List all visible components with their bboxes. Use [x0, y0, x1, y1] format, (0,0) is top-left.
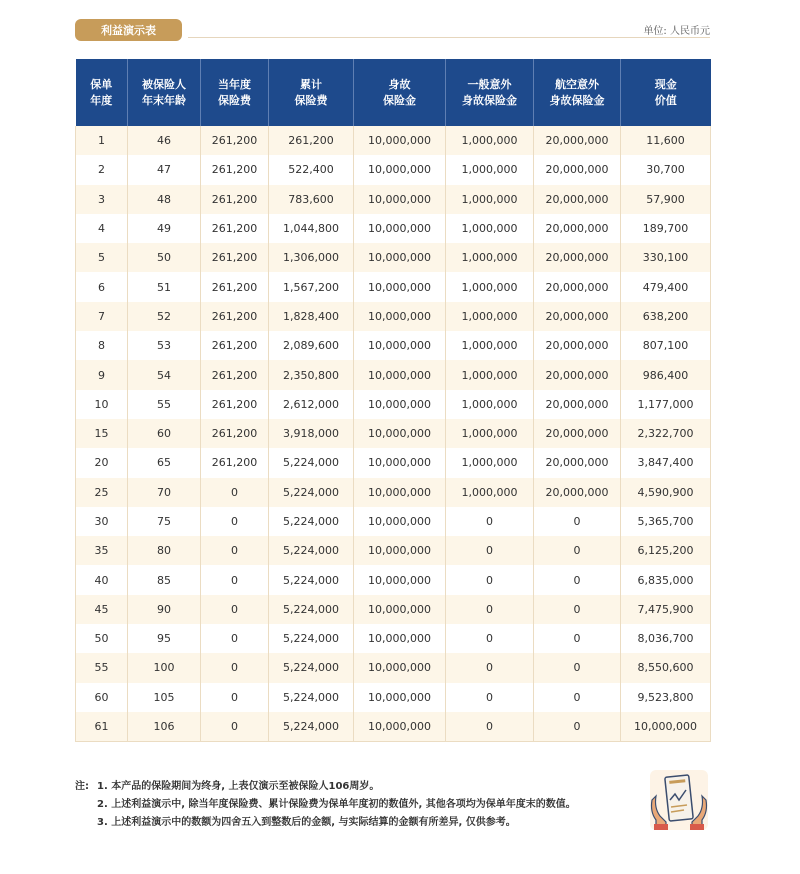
table-cell: 261,200 [201, 243, 269, 272]
table-cell: 1,567,200 [269, 272, 354, 301]
table-cell: 30,700 [621, 155, 711, 184]
table-cell: 0 [201, 595, 269, 624]
benefit-table [75, 59, 711, 742]
table-cell: 1,000,000 [446, 272, 534, 301]
table-cell: 0 [201, 565, 269, 594]
table-cell: 6 [76, 272, 128, 301]
table-cell: 95 [128, 624, 201, 653]
table-row [76, 419, 711, 448]
table-row [76, 360, 711, 389]
table-cell: 51 [128, 272, 201, 301]
table-cell: 261,200 [201, 360, 269, 389]
table-cell: 1,000,000 [446, 390, 534, 419]
table-cell: 50 [76, 624, 128, 653]
table-cell: 10,000,000 [354, 653, 446, 682]
table-cell: 7 [76, 302, 128, 331]
table-cell: 0 [201, 683, 269, 712]
table-cell: 5,224,000 [269, 448, 354, 477]
table-cell: 5 [76, 243, 128, 272]
column-header-line1: 身故 [388, 77, 411, 91]
table-cell: 0 [446, 653, 534, 682]
table-cell: 1,000,000 [446, 448, 534, 477]
column-header [201, 59, 269, 126]
table-cell: 1,000,000 [446, 214, 534, 243]
table-cell: 20,000,000 [534, 478, 621, 507]
table-cell: 48 [128, 185, 201, 214]
table-cell: 5,224,000 [269, 712, 354, 742]
table-cell: 1,044,800 [269, 214, 354, 243]
table-cell: 0 [201, 624, 269, 653]
table-cell: 2,612,000 [269, 390, 354, 419]
table-cell: 0 [534, 595, 621, 624]
footnote-text: 1. 本产品的保险期间为终身, 上表仅演示至被保险人106周岁。 [97, 781, 380, 792]
table-cell: 5,224,000 [269, 595, 354, 624]
table-cell: 1,000,000 [446, 360, 534, 389]
table-cell: 65 [128, 448, 201, 477]
table-cell: 10,000,000 [354, 302, 446, 331]
table-cell: 20,000,000 [534, 360, 621, 389]
table-cell: 261,200 [201, 331, 269, 360]
table-row [76, 155, 711, 184]
table-cell: 1,000,000 [446, 478, 534, 507]
table-cell: 6,835,000 [621, 565, 711, 594]
table-cell: 57,900 [621, 185, 711, 214]
table-cell: 5,224,000 [269, 478, 354, 507]
column-header-line2: 年度 [90, 93, 113, 107]
table-cell: 20,000,000 [534, 448, 621, 477]
column-header-line2: 保险金 [383, 93, 416, 107]
column-header-line1: 保单 [90, 77, 113, 91]
table-cell: 261,200 [201, 448, 269, 477]
table-cell: 40 [76, 565, 128, 594]
table-cell: 4 [76, 214, 128, 243]
table-cell: 10,000,000 [354, 712, 446, 742]
table-cell: 0 [534, 653, 621, 682]
table-cell: 20,000,000 [534, 126, 621, 155]
table-cell: 15 [76, 419, 128, 448]
table-cell: 8,550,600 [621, 653, 711, 682]
table-cell: 60 [76, 683, 128, 712]
table-cell: 261,200 [269, 126, 354, 155]
table-cell: 3 [76, 185, 128, 214]
table-cell: 11,600 [621, 126, 711, 155]
table-cell: 20,000,000 [534, 390, 621, 419]
table-cell: 50 [128, 243, 201, 272]
column-header-line2: 价值 [654, 93, 677, 107]
table-row [76, 653, 711, 682]
table-row [76, 565, 711, 594]
table-cell: 5,224,000 [269, 507, 354, 536]
table-cell: 10,000,000 [354, 243, 446, 272]
footnote-prefix: 注: [75, 781, 89, 792]
table-row [76, 448, 711, 477]
table-cell: 10,000,000 [621, 712, 711, 742]
table-cell: 1,000,000 [446, 126, 534, 155]
table-cell: 61 [76, 712, 128, 742]
table-cell: 55 [128, 390, 201, 419]
column-header-line2: 保险费 [294, 93, 328, 107]
column-header [354, 59, 446, 126]
table-cell: 261,200 [201, 272, 269, 301]
column-header-line1: 当年度 [218, 77, 251, 91]
table-cell: 9 [76, 360, 128, 389]
column-header-line2: 保险费 [218, 93, 251, 107]
table-cell: 2 [76, 155, 128, 184]
table-row [76, 126, 711, 155]
table-cell: 20,000,000 [534, 243, 621, 272]
table-row [76, 712, 711, 742]
table-cell: 0 [534, 624, 621, 653]
table-row [76, 185, 711, 214]
table-cell: 55 [76, 653, 128, 682]
table-cell: 330,100 [621, 243, 711, 272]
table-cell: 100 [128, 653, 201, 682]
table-cell: 522,400 [269, 155, 354, 184]
table-cell: 10,000,000 [354, 331, 446, 360]
table-cell: 106 [128, 712, 201, 742]
table-row [76, 683, 711, 712]
table-cell: 54 [128, 360, 201, 389]
table-row [76, 302, 711, 331]
table-cell: 1,828,400 [269, 302, 354, 331]
table-cell: 10 [76, 390, 128, 419]
table-cell: 10,000,000 [354, 507, 446, 536]
table-cell: 20,000,000 [534, 185, 621, 214]
table-cell: 30 [76, 507, 128, 536]
column-header [534, 59, 621, 126]
column-header-line1: 被保险人 [142, 77, 186, 91]
table-cell: 1,000,000 [446, 302, 534, 331]
table-cell: 2,089,600 [269, 331, 354, 360]
table-cell: 4,590,900 [621, 478, 711, 507]
table-cell: 2,350,800 [269, 360, 354, 389]
table-cell: 261,200 [201, 185, 269, 214]
title-divider [188, 37, 710, 38]
table-cell: 0 [446, 565, 534, 594]
column-header [621, 59, 711, 126]
table-cell: 0 [446, 683, 534, 712]
table-cell: 47 [128, 155, 201, 184]
column-header-line1: 累计 [300, 77, 322, 91]
document-hands-icon [648, 770, 710, 830]
table-cell: 783,600 [269, 185, 354, 214]
table-cell: 1,000,000 [446, 331, 534, 360]
table-cell: 0 [534, 565, 621, 594]
column-header [76, 59, 128, 126]
table-cell: 20,000,000 [534, 214, 621, 243]
table-row [76, 214, 711, 243]
table-cell: 0 [534, 507, 621, 536]
table-cell: 1,000,000 [446, 243, 534, 272]
column-header-line1: 航空意外 [555, 77, 599, 91]
table-cell: 10,000,000 [354, 448, 446, 477]
table-cell: 1,000,000 [446, 185, 534, 214]
table-cell: 261,200 [201, 390, 269, 419]
table-cell: 261,200 [201, 126, 269, 155]
table-cell: 986,400 [621, 360, 711, 389]
table-cell: 3,847,400 [621, 448, 711, 477]
table-cell: 0 [534, 683, 621, 712]
table-cell: 75 [128, 507, 201, 536]
table-cell: 10,000,000 [354, 478, 446, 507]
table-cell: 0 [446, 712, 534, 742]
footnote-3 [75, 814, 635, 832]
table-row [76, 595, 711, 624]
table-cell: 2,322,700 [621, 419, 711, 448]
table-cell: 0 [201, 712, 269, 742]
table-cell: 20 [76, 448, 128, 477]
table-cell: 5,365,700 [621, 507, 711, 536]
table-cell: 10,000,000 [354, 155, 446, 184]
table-cell: 5,224,000 [269, 683, 354, 712]
table-cell: 0 [201, 536, 269, 565]
table-cell: 25 [76, 478, 128, 507]
table-cell: 261,200 [201, 419, 269, 448]
table-row [76, 624, 711, 653]
footnotes [75, 778, 635, 832]
table-cell: 70 [128, 478, 201, 507]
table-cell: 10,000,000 [354, 272, 446, 301]
table-cell: 10,000,000 [354, 390, 446, 419]
column-header-line2: 身故保险金 [462, 93, 517, 107]
section-title-tag: 利益演示表 [75, 19, 182, 41]
table-row [76, 243, 711, 272]
table-cell: 20,000,000 [534, 302, 621, 331]
table-cell: 479,400 [621, 272, 711, 301]
table-cell: 105 [128, 683, 201, 712]
table-cell: 10,000,000 [354, 126, 446, 155]
table-cell: 3,918,000 [269, 419, 354, 448]
table-row [76, 507, 711, 536]
table-cell: 1,000,000 [446, 155, 534, 184]
table-cell: 90 [128, 595, 201, 624]
table-cell: 638,200 [621, 302, 711, 331]
table-cell: 10,000,000 [354, 595, 446, 624]
table-cell: 60 [128, 419, 201, 448]
table-cell: 9,523,800 [621, 683, 711, 712]
column-header [446, 59, 534, 126]
column-header [128, 59, 201, 126]
table-cell: 5,224,000 [269, 624, 354, 653]
column-header-line2: 身故保险金 [549, 93, 605, 107]
footnote-2 [75, 796, 635, 814]
footnote-text: 2. 上述利益演示中, 除当年度保险费、累计保险费为保单年度初的数值外, 其他各项均为保单年度末的数值。 [97, 799, 576, 810]
table-cell: 6,125,200 [621, 536, 711, 565]
table-header [76, 59, 711, 126]
table-cell: 10,000,000 [354, 360, 446, 389]
table-cell: 20,000,000 [534, 272, 621, 301]
table-row [76, 478, 711, 507]
table-cell: 10,000,000 [354, 536, 446, 565]
table-cell: 46 [128, 126, 201, 155]
table-cell: 261,200 [201, 302, 269, 331]
table-cell: 52 [128, 302, 201, 331]
table-cell: 10,000,000 [354, 683, 446, 712]
table-row [76, 390, 711, 419]
table-cell: 8,036,700 [621, 624, 711, 653]
table-cell: 807,100 [621, 331, 711, 360]
table-cell: 1,306,000 [269, 243, 354, 272]
table-row [76, 331, 711, 360]
table-cell: 85 [128, 565, 201, 594]
table-cell: 49 [128, 214, 201, 243]
table-cell: 80 [128, 536, 201, 565]
table-cell: 0 [446, 595, 534, 624]
table-cell: 261,200 [201, 214, 269, 243]
footnote-1 [75, 778, 635, 796]
table-cell: 0 [534, 536, 621, 565]
unit-label: 单位: 人民币元 [643, 26, 710, 37]
table-cell: 1,000,000 [446, 419, 534, 448]
table-cell: 0 [201, 478, 269, 507]
table-cell: 8 [76, 331, 128, 360]
table-cell: 10,000,000 [354, 624, 446, 653]
table-cell: 0 [201, 507, 269, 536]
table-cell: 0 [446, 624, 534, 653]
column-header-line1: 现金 [654, 77, 677, 91]
table-cell: 261,200 [201, 155, 269, 184]
table-cell: 20,000,000 [534, 155, 621, 184]
table-row [76, 536, 711, 565]
table-cell: 10,000,000 [354, 185, 446, 214]
table-cell: 20,000,000 [534, 419, 621, 448]
table-cell: 10,000,000 [354, 214, 446, 243]
table-cell: 5,224,000 [269, 565, 354, 594]
table-cell: 7,475,900 [621, 595, 711, 624]
table-cell: 35 [76, 536, 128, 565]
table-body [76, 126, 711, 742]
table-cell: 0 [201, 653, 269, 682]
table-cell: 10,000,000 [354, 419, 446, 448]
table-cell: 5,224,000 [269, 653, 354, 682]
table-cell: 20,000,000 [534, 331, 621, 360]
table-cell: 189,700 [621, 214, 711, 243]
table-cell: 1 [76, 126, 128, 155]
table-cell: 10,000,000 [354, 565, 446, 594]
table-cell: 1,177,000 [621, 390, 711, 419]
footnote-text: 3. 上述利益演示中的数额为四舍五入到整数后的金额, 与实际结算的金额有所差异, 仅供参考。 [97, 817, 516, 828]
table-cell: 0 [534, 712, 621, 742]
column-header [269, 59, 354, 126]
column-header-line2: 年末年龄 [142, 93, 186, 107]
table-cell: 0 [446, 507, 534, 536]
table-cell: 45 [76, 595, 128, 624]
table-row [76, 272, 711, 301]
table-cell: 5,224,000 [269, 536, 354, 565]
column-header-line1: 一般意外 [467, 77, 512, 91]
table-cell: 0 [446, 536, 534, 565]
table-cell: 53 [128, 331, 201, 360]
